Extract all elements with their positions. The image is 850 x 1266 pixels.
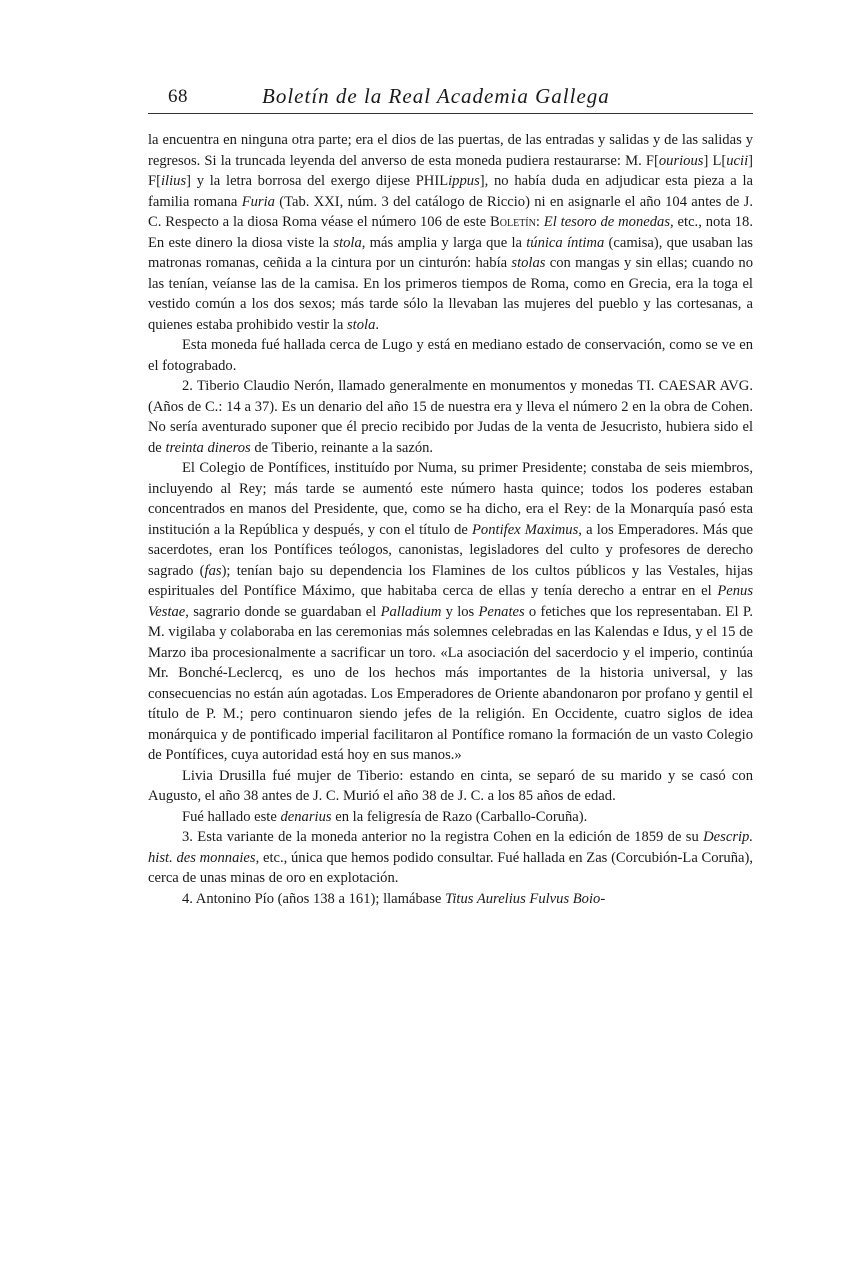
italic-text: Descrip. hist. des monnaies	[148, 829, 753, 866]
italic-text: ilius	[160, 173, 187, 189]
text-run: Fué hallado este	[182, 808, 281, 825]
text-run: ], no había duda en adjudicar esta pieza a la familia romana	[148, 173, 753, 210]
text-run: :	[535, 214, 544, 230]
italic-text: Furia	[241, 193, 275, 210]
text-run: (Tab. XXI, núm. 3 del catálogo de Riccio) ni en asignarle el año 104 antes de J. C. Respecto a la diosa Roma véase el número 106 de este	[148, 193, 753, 230]
text-run: (camisa), que usaban las matronas romanas, ceñida a la cintura por un cinturón: había	[148, 234, 753, 271]
text-run: de Tiberio, reinante a la sazón.	[250, 439, 434, 456]
italic-text: ippus	[448, 173, 480, 189]
text-run: El Colegio de Pontífices, instituído por Numa, su primer Presidente; constaba de seis miembros, incluyendo al Rey; más tarde se aumentó este número hasta quince; todos los poderes estaban concentrados en manos del Presidente, que, como se ha dicho, era el Rey: de la Monarquía pasó esta institución a la República y después, y con el título de	[148, 460, 753, 538]
italic-text: Penus Vestae	[148, 583, 753, 620]
header-rule	[148, 113, 753, 114]
text-run: , más amplia y larga que la	[361, 234, 527, 251]
text-run: o fetiches que los representaban. El P. M. vigilaba y colaboraba en las ceremonias más solemnes celebradas en las Kalendas e Idus, y el 15 de Marzo iba procesionalmente a sacrificar un toro. «La asociación del sacerdocio y el imperio, continúa Mr. Bonché-Leclercq, es uno de los hechos más importantes de la historia universal, y las consecuencias no están aún agotadas. Los Emperadores de Oriente abandonaron por profano y gentil el título de P. M.; pero continuaron siendo jefes de la religión. En Occidente, cuatro siglos de idea monárquica y de pontificado imperial facilitaron al Pontífice romano la formación de un vasto Colegio de Pontífices, cuya autoridad está hoy en sus manos.»	[148, 603, 753, 763]
text-run: ); tenían bajo su dependencia los Flamines de los cultos públicos y las Vestales, hijas espirituales del Pontífice Máximo, que habitaba cerca de ellas y tenía derecho a entrar en el	[148, 562, 753, 599]
paragraph	[148, 130, 753, 335]
page-header	[150, 86, 750, 116]
italic-text: treinta dineros	[165, 439, 251, 456]
text-run: Livia Drusilla fué mujer de Tiberio: estando en cinta, se separó de su marido y se casó con Augusto, el año 38 antes de J. C. Murió el año 38 de J. C. a los 85 años de edad.	[148, 767, 753, 804]
italic-text: Titus Aurelius Fulvus Boio-	[445, 890, 606, 907]
body-text	[148, 130, 753, 909]
italic-text: Pontifex Maximus	[472, 521, 579, 538]
italic-text: ourious	[658, 152, 704, 169]
paragraph	[148, 766, 753, 807]
text-run: Esta moneda fué hallada cerca de Lugo y está en mediano estado de conservación, como se ve en el fotograbado.	[148, 337, 753, 374]
text-run: ] F[	[148, 152, 753, 189]
paragraph	[148, 376, 753, 458]
italic-text: ucii	[726, 152, 749, 169]
italic-text: El tesoro de monedas	[543, 214, 671, 230]
text-run: , etc., única que hemos podido consultar. Fué hallada en Zas (Corcubión-La Coruña), cerca de unas minas de oro en explotación.	[148, 849, 753, 886]
page-number: 68	[168, 86, 188, 107]
text-run: .	[375, 316, 380, 333]
italic-text: fas	[204, 562, 222, 579]
text-run: 4. Antonino Pío (años 138 a 161); llamábase	[182, 890, 446, 907]
italic-text: Palladium	[380, 603, 442, 620]
paragraph	[148, 827, 753, 889]
italic-text: Penates	[478, 603, 525, 620]
text-run: ] y la letra borrosa del exergo dijese PHIL	[186, 173, 449, 189]
italic-text: stolas	[511, 255, 546, 271]
text-run: , a los Emperadores. Más que sacerdotes, eran los Pontífices teólogos, canonistas, legisladores del culto y profesores de derecho sagrado (	[148, 521, 754, 579]
paragraph	[148, 889, 753, 910]
text-run: , etc., nota 18. En este dinero la diosa viste la	[148, 214, 753, 251]
text-run: 2. Tiberio Claudio Nerón, llamado generalmente en monumentos y monedas TI. CAESAR AVG. (Años de C.: 14 a 37). Es un denario del año 15 de nuestra era y lleva el número 2 en la obra de Cohen. No sería aventurado suponer que él precio recibido por Judas de la venta de Jesucristo, hubiera sido el de	[148, 378, 753, 456]
paragraph	[148, 807, 753, 828]
text-run: , sagrario donde se guardaban el	[185, 603, 381, 620]
italic-text: stola	[333, 234, 362, 251]
text-run: y los	[441, 603, 479, 620]
text-run: ] L[	[703, 152, 727, 169]
paragraph	[148, 335, 753, 376]
italic-text: stola	[347, 316, 376, 333]
paragraph	[148, 458, 753, 766]
text-run: 3. Esta variante de la moneda anterior no la registra Cohen en la edición de 1859 de su	[182, 829, 704, 845]
italic-text: túnica íntima	[526, 234, 605, 251]
text-run: en la feligresía de Razo (Carballo-Coruña).	[331, 808, 588, 825]
italic-text: denarius	[280, 808, 332, 825]
text-run: la encuentra en ninguna otra parte; era el dios de las puertas, de las entradas y salidas y de las salidas y regresos. Si la truncada leyenda del anverso de esta moneda pudiera restaurarse: M. F[	[148, 132, 753, 169]
small-caps-text: Boletín	[490, 214, 536, 230]
running-title: Boletín de la Real Academia Gallega	[262, 84, 610, 108]
text-run: con mangas y sin ellas; cuando no las tenían, veíanse las de la camisa. En los primeros tiempos de Roma, como en Grecia, era la toga el vestido común a los dos sexos; más tarde sólo la llevaban las mujeres del pueblo y las cortesanas, a quienes estaba prohibido vestir la	[148, 255, 753, 333]
